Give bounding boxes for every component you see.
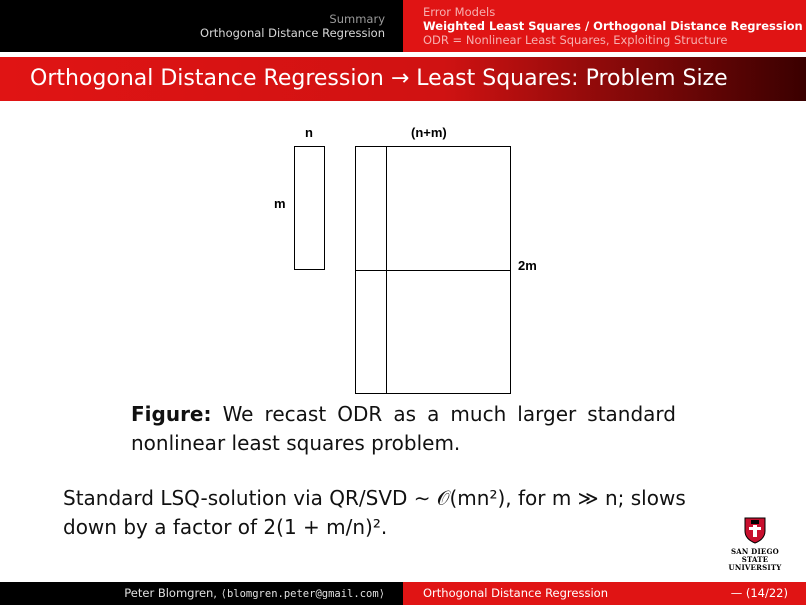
label-m: m xyxy=(274,196,286,211)
label-n: n xyxy=(305,125,313,140)
footer-author: Peter Blomgren, xyxy=(124,586,217,600)
body-paragraph xyxy=(63,484,753,542)
slide-title: Orthogonal Distance Regression → Least Squares: Problem Size xyxy=(0,57,806,101)
caption-label: Figure: xyxy=(131,402,212,426)
sdsu-logo xyxy=(722,516,788,572)
header-section-summary[interactable]: Summary xyxy=(329,12,385,26)
header-item-odr-nonlinear[interactable]: ODR = Nonlinear Least Squares, Exploiting Structure xyxy=(423,33,728,47)
small-matrix-box xyxy=(294,146,325,270)
caption-text: We recast ODR as a much larger standard nonlinear least squares problem. xyxy=(131,402,676,455)
header-subsection-odr[interactable]: Orthogonal Distance Regression xyxy=(200,26,385,40)
sdsu-shield-icon xyxy=(742,516,768,544)
logo-text-line1: SAN DIEGO STATE xyxy=(731,547,779,564)
logo-text-line2: UNIVERSITY xyxy=(728,563,782,572)
header-item-error-models[interactable]: Error Models xyxy=(423,5,496,19)
figure-caption xyxy=(131,400,676,458)
body-line-2: down by a factor of 2(1 + m/n)². xyxy=(63,515,388,539)
body-line-1: Standard LSQ-solution via QR/SVD ∼ 𝒪(mn²), for m ≫ n; slows xyxy=(63,486,686,510)
label-2m: 2m xyxy=(518,258,537,273)
header-item-weighted-least-squares[interactable]: Weighted Least Squares / Orthogonal Distance Regression xyxy=(423,19,803,33)
footer-page-number: — (14/22) xyxy=(730,586,788,600)
large-matrix-row-divider xyxy=(355,270,511,271)
footer-right xyxy=(403,582,806,605)
footer-bar xyxy=(0,582,806,605)
footer-section: Orthogonal Distance Regression xyxy=(423,586,608,600)
footer-email: ⟨blomgren.peter@gmail.com⟩ xyxy=(220,588,385,600)
footer-left xyxy=(0,582,403,605)
label-n-plus-m: (n+m) xyxy=(411,125,447,140)
